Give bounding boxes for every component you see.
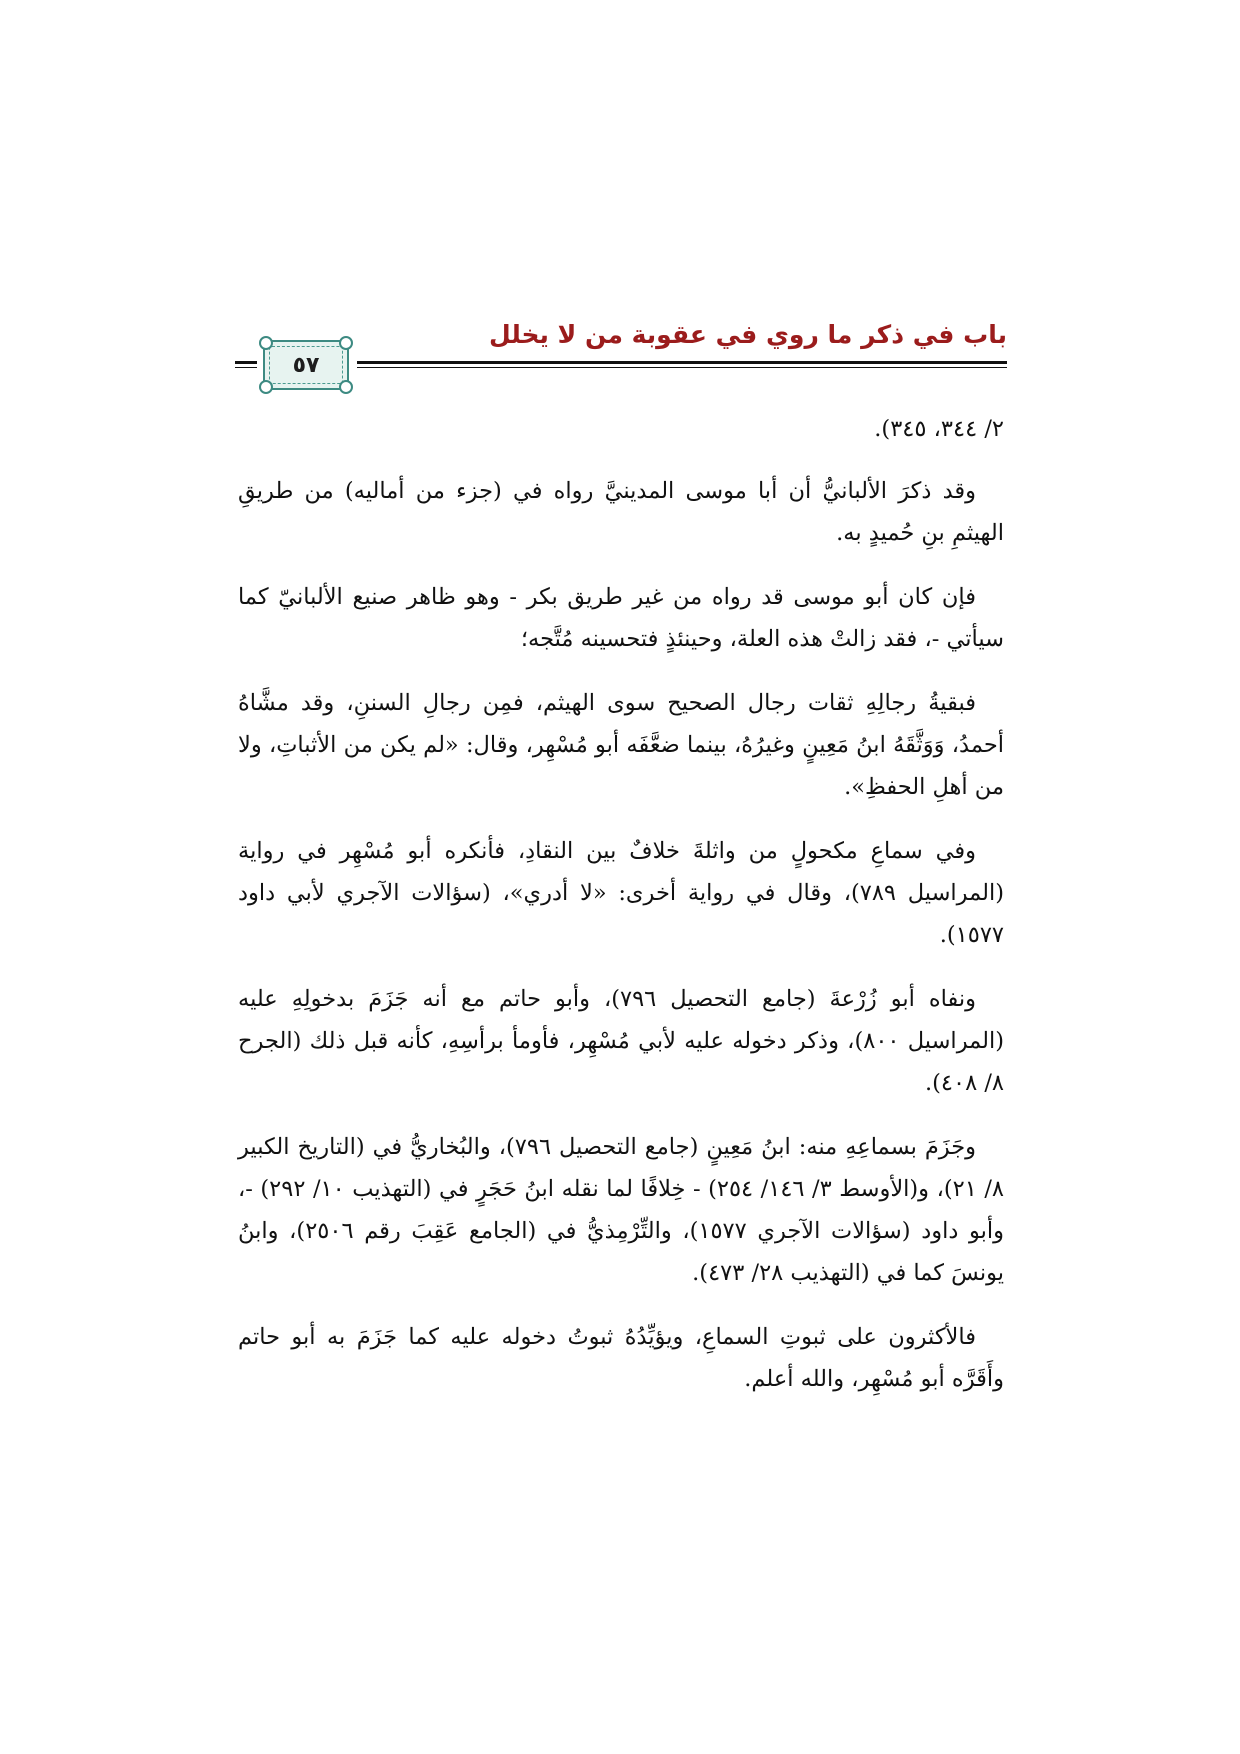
page-number-badge (263, 340, 349, 390)
header-rule-right-thick (357, 361, 1007, 364)
page-number: ٥٧ (292, 352, 320, 378)
body-text (238, 408, 1004, 1422)
paragraph-affirmers: وجَزَمَ بسماعِهِ منه: ابنُ مَعِينٍ (جامع التحصيل ٧٩٦)، والبُخاريُّ في (التاريخ الكبير ٨/ ٢١)، و(الأوسط ٣/ ١٤٦/ ٢٥٤) - خِلافًا لما نقله ابنُ حَجَرٍ في (التهذيب ١٠/ ٢٩٢) -، وأبو داود (سؤالات الآجري ١٥٧٧)، والتِّرْمِذيُّ في (الجامع عَقِبَ رقم ٢٥٠٦)، وابنُ يونسَ كما في (التهذيب ٢٨/ ٤٧٣). (238, 1134, 1004, 1286)
paragraph-albani-note: وقد ذكرَ الألبانيُّ أن أبا موسى المدينيَّ رواه في (جزء من أماليه) من طريقِ الهيثمِ بنِ حُميدٍ به. (238, 478, 1004, 546)
ornament-icon (339, 380, 353, 394)
ornament-icon (339, 336, 353, 350)
ornament-icon (259, 336, 273, 350)
paragraph-abu-zura: ونفاه أبو زُرْعةَ (جامع التحصيل ٧٩٦)، وأبو حاتم مع أنه جَزَمَ بدخولِهِ عليه (المراسيل ٨٠٠)، وذكر دخوله عليه لأبي مُسْهِر، فأومأ برأسِهِ، كأنه قبل ذلك (الجرح ٨/ ٤٠٨). (238, 986, 1004, 1096)
running-title: باب في ذكر ما روي في عقوبة من لا يخلل (489, 320, 1007, 349)
paragraph-citation-continuation: ٢/ ٣٤٤، ٣٤٥). (874, 416, 1004, 442)
ornament-icon (259, 380, 273, 394)
header-rule-right-thin (357, 367, 1007, 368)
paragraph-abu-musa: فإن كان أبو موسى قد رواه من غير طريق بكر - وهو ظاهر صنيع الألبانيّ كما سيأتي -، فقد زالتْ هذه العلة، وحينئذٍ فتحسينه مُتَّجه؛ (238, 584, 1004, 652)
paragraph-conclusion: فالأكثرون على ثبوتِ السماعِ، ويؤيِّدُهُ ثبوتُ دخوله عليه كما جَزَمَ به أبو حاتم وأَقَرَّه أبو مُسْهِر، والله أعلم. (238, 1324, 1004, 1392)
header-rule-left-thin (235, 367, 257, 368)
paragraph-narrators: فبقيةُ رجالِهِ ثقات رجال الصحيح سوى الهيثم، فمِن رجالِ السننِ، وقد مشَّاهُ أحمدُ، وَوَثَّقَهُ ابنُ مَعِينٍ وغيرُهُ، بينما ضعَّفَه أبو مُسْهِر، وقال: «لم يكن من الأثباتِ، ولا من أهلِ الحفظِ». (238, 690, 1004, 800)
paragraph-makhul-dispute: وفي سماعِ مكحولٍ من واثلةَ خلافٌ بين النقادِ، فأنكره أبو مُسْهِر في رواية (المراسيل ٧٨٩)، وقال في رواية أخرى: «لا أدري»، (سؤالات الآجري لأبي داود ١٥٧٧). (238, 838, 1004, 948)
header-rule-left-thick (235, 361, 257, 364)
page-header (235, 318, 1007, 388)
